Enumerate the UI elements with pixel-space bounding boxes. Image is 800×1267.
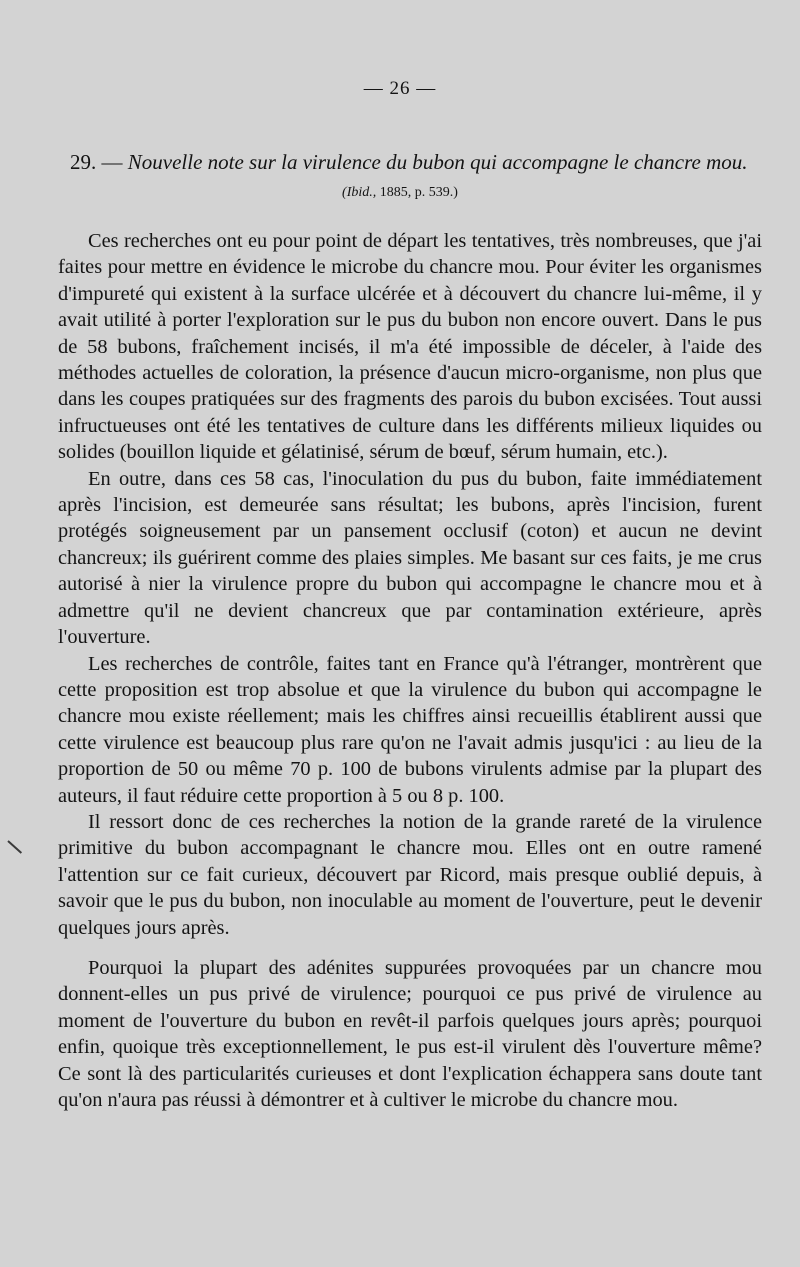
margin-pencil-mark	[7, 840, 22, 854]
source-reference: 1885, p. 539.)	[376, 185, 458, 200]
paragraph-1: Ces recherches ont eu pour point de départ les tentatives, très nombreuses, que j'ai faites pour mettre en évidence le microbe du chancre mou. Pour éviter les organismes d'impureté qui existent à la surface ulcérée et à découvert du chancre lui-même, il y avait utilité à porter l'exploration sur le pus du bubon non encore ouvert. Dans le pus de 58 bubons, fraîchement incisés, il m'a été impossible de déceler, à l'aide des méthodes actuelles de coloration, la présence d'aucun micro-organisme, non plus que dans les coupes pratiquées sur des fragments des parois du bubon excisées. Tout aussi infructueuses ont été les tentatives de culture dans les différents milieux liquides ou solides (bouillon liquide et gélatinisé, sérum de bœuf, sérum humain, etc.).	[58, 230, 762, 464]
article-heading	[70, 150, 770, 175]
source-ibid: (Ibid.,	[342, 185, 377, 200]
article-source	[0, 185, 800, 201]
article-body	[58, 228, 762, 1113]
page-number: — 26 —	[363, 78, 437, 99]
paragraph-3: Les recherches de contrôle, faites tant en France qu'à l'étranger, montrèrent que cette proposition est trop absolue et que la virulence du bubon qui accompagne le chancre mou existe réellement; mais les chiffres ainsi recueillis établirent aussi que cette virulence est beaucoup plus rare qu'on ne l'avait admis jusqu'ici : au lieu de la proportion de 50 ou même 70 p. 100 de bubons virulents admise par la plupart des auteurs, il faut réduire cette proportion à 5 ou 8 p. 100.	[58, 652, 762, 807]
paragraph-5: Pourquoi la plupart des adénites suppurées provoquées par un chancre mou donnent-elles un pus privé de virulence; pourquoi ce pus privé de virulence au moment de l'ouverture du bubon en revêt-il parfois quelques jours après; pourquoi enfin, quoique très exceptionnellement, le pus est-il virulent dès l'ouverture même? Ce sont là des particularités curieuses et dont l'explication échappera sans doute tant qu'on n'aura pas réussi à démontrer et à cultiver le microbe du chancre mou.	[58, 956, 762, 1111]
paragraph-4: Il ressort donc de ces recherches la notion de la grande rareté de la virulence primitive du bubon accompagnant le chancre mou. Elles ont en outre ramené l'attention sur ce fait curieux, découvert par Ricord, mais presque oublié depuis, à savoir que le pus du bubon, non inoculable au moment de l'ouverture, peut le devenir quelques jours après.	[58, 810, 762, 939]
article-title: Nouvelle note sur la virulence du bubon qui accompagne le chancre mou.	[127, 150, 748, 174]
paragraph-2: En outre, dans ces 58 cas, l'inoculation du pus du bubon, faite immédiatement après l'incision, est demeurée sans résultat; les bubons, après l'incision, furent protégés soigneusement par un pansement occlusif (coton) et aucun ne devint chancreux; ils guérirent comme des plaies simples. Me basant sur ces faits, je me crus autorisé à nier la virulence propre du bubon qui accompagne le chancre mou et à admettre qu'il ne devient chancreux que par contamination extérieure, après l'ouverture.	[58, 467, 762, 649]
article-number: 29. —	[70, 150, 128, 174]
